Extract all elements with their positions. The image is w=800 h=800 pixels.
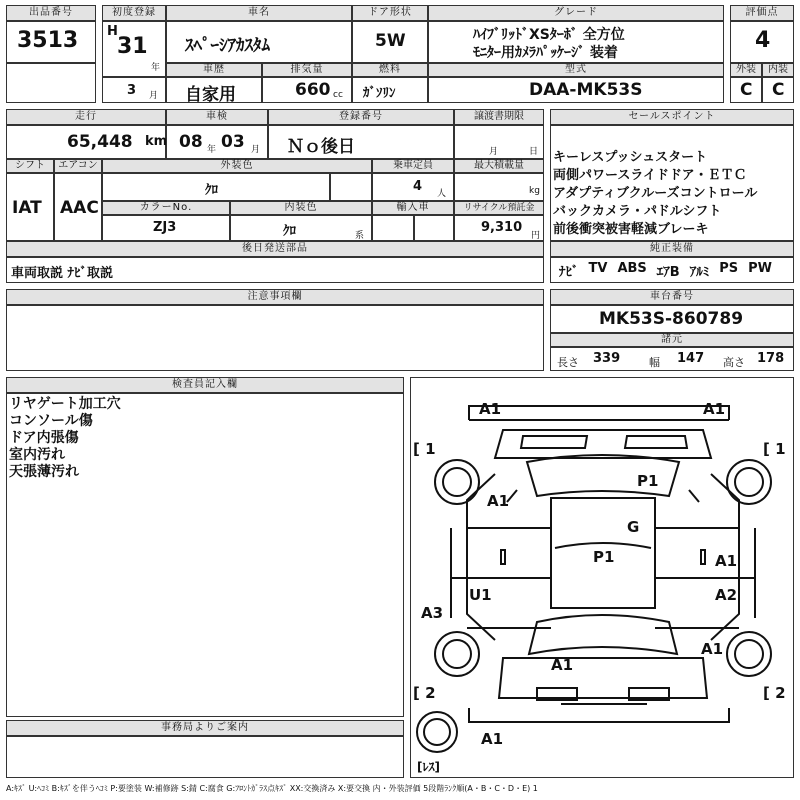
grade-cell [428, 21, 724, 63]
damage-mark: P1 [593, 548, 615, 566]
int-color-cell [230, 215, 372, 241]
history-value: 自家用 [185, 85, 236, 105]
fuel-header: 燃料 [352, 63, 428, 77]
std-equip-item: PS [719, 261, 739, 276]
side-label: [ﾚｽ] [417, 760, 440, 774]
sales-point-item: 両側パワースライドドア・ＥＴＣ [553, 168, 747, 183]
transfer-day-unit: 日 [529, 147, 539, 157]
aircon-cell [54, 173, 102, 241]
later-parts-cell [6, 257, 544, 283]
inspector-header: 検査員記入欄 [6, 377, 404, 393]
office-cell [6, 736, 404, 778]
office-header: 事務局よりご案内 [6, 720, 404, 736]
notes-header: 注意事項欄 [6, 289, 544, 305]
recycle-header: リサイクル預託金 [454, 201, 544, 215]
damage-diagram [410, 377, 794, 778]
shift-value: IAT [12, 198, 42, 218]
ext-header: 外装 [730, 63, 762, 77]
inspection-month-unit: 月 [251, 145, 261, 155]
sales-point-item: アダプティブクルーズコントロール [553, 186, 758, 201]
int-color-header: 内装色 [230, 201, 372, 215]
inspection-year-unit: 年 [207, 145, 217, 155]
transfer-cell [454, 125, 544, 159]
int-cell [762, 77, 794, 103]
first-reg-era: H [107, 24, 118, 39]
std-equip-item: ﾅﾋﾞ [559, 265, 579, 280]
sales-point-list [550, 125, 794, 241]
model-cell [428, 77, 724, 103]
later-parts-header: 後日発送部品 [6, 241, 544, 257]
inspection-year: 08 [179, 132, 203, 152]
recycle-unit: 円 [531, 231, 541, 241]
spec-height-value: 178 [757, 351, 785, 366]
mileage-header: 走行 [6, 109, 166, 125]
history-cell [166, 77, 262, 103]
max-load-unit: kg [529, 186, 540, 196]
spec-cell [550, 347, 794, 371]
sales-point-item: バックカメラ・パドルシフト [553, 204, 722, 219]
inspector-note: 室内汚れ [9, 447, 65, 463]
model-header: 型式 [428, 63, 724, 77]
capacity-header: 乗車定員 [372, 159, 454, 173]
aircon-header: エアコン [54, 159, 102, 173]
ext-cell [730, 77, 762, 103]
reg-no-cell [268, 125, 454, 159]
displacement-cell [262, 77, 352, 103]
int-color-unit: 系 [355, 231, 365, 241]
spec-width-label: 幅 [649, 356, 660, 369]
transfer-month-unit: 月 [489, 147, 499, 157]
capacity-unit: 人 [437, 189, 447, 199]
inspector-note: リヤゲート加工穴 [9, 396, 121, 412]
history-header: 車歴 [166, 63, 262, 77]
damage-mark: A1 [479, 400, 502, 418]
sales-point-item: 前後衝突被害軽減ブレーキ [553, 222, 709, 237]
score-header: 評価点 [730, 5, 794, 21]
std-equip-item: ABS [617, 261, 647, 276]
recycle-value: 9,310 [481, 220, 523, 235]
mileage-unit: km [145, 134, 168, 149]
car-name-value: ｽﾍﾟｰｼｱｶｽﾀﾑ [185, 36, 270, 56]
grade-line-1: ﾊｲﾌﾞﾘｯﾄﾞXSﾀｰﾎﾞ 全方位 [473, 27, 625, 43]
notes-cell [6, 305, 544, 371]
max-load-header: 最大積載量 [454, 159, 544, 173]
sales-point-item: キーレスプッシュスタート [553, 150, 708, 165]
capacity-value: 4 [413, 179, 423, 194]
first-reg-month-unit: 月 [149, 91, 159, 101]
spec-length-value: 339 [593, 351, 621, 366]
std-equip-item: TV [588, 261, 608, 276]
max-load-cell [454, 173, 544, 201]
score-cell [730, 21, 794, 63]
side-label: [ 1 [763, 440, 786, 458]
side-label: [ 2 [763, 684, 786, 702]
damage-mark: A2 [715, 586, 738, 604]
inspector-note: 天張薄汚れ [9, 464, 79, 480]
grade-header: グレード [428, 5, 724, 21]
shift-header: シフト [6, 159, 54, 173]
displacement-header: 排気量 [262, 63, 352, 77]
later-parts-value: 車両取説 ﾅﾋﾞ取説 [11, 266, 114, 281]
shift-cell [6, 173, 54, 241]
model-value: DAA-MK53S [529, 80, 643, 100]
damage-mark: G [627, 518, 640, 536]
capacity-cell [372, 173, 454, 201]
std-equip-item: ｱﾙﾐ [689, 265, 710, 280]
inspection-header: 車検 [166, 109, 268, 125]
mileage-cell [6, 125, 166, 159]
car-name-cell [166, 21, 352, 63]
fuel-cell [352, 77, 428, 103]
std-equip-header: 純正装備 [550, 241, 794, 257]
damage-mark: A1 [703, 400, 726, 418]
inspection-month: 03 [221, 132, 245, 152]
color-value: ｸﾛ [205, 183, 218, 198]
reg-no-value: Ｎｏ後日 [287, 137, 355, 157]
color-no-cell [102, 215, 230, 241]
chassis-cell [550, 305, 794, 333]
first-reg-year: 31 [117, 34, 148, 59]
spec-header: 諸元 [550, 333, 794, 347]
import-header: 輸入車 [372, 201, 454, 215]
door-cell [352, 21, 428, 63]
displacement-value: 660 [295, 80, 331, 100]
transfer-header: 譲渡書期限 [454, 109, 544, 125]
spec-width-value: 147 [677, 351, 705, 366]
damage-mark: P1 [637, 472, 659, 490]
car-name-header: 車名 [166, 5, 352, 21]
color-extra-cell [330, 173, 372, 201]
damage-mark: A1 [715, 552, 738, 570]
first-reg-month: 3 [127, 83, 137, 98]
damage-mark: A1 [481, 730, 504, 748]
aircon-value: AAC [60, 198, 99, 218]
first-reg-header: 初度登録 [102, 5, 166, 21]
color-header: 外装色 [102, 159, 372, 173]
legend-text: A:ｷｽﾞ U:ﾍｺﾐ B:ｷｽﾞを伴うﾍｺﾐ P:要塗装 W:補修跡 S:錆 C:腐食 G:ﾌﾛﾝﾄｶﾞﾗｽ点ｷｽﾞ XX:交換済み X:要交換 内・外装評価 5段階ﾗﾝｸ順(A・B・C・D・E) 1 [6, 784, 538, 793]
int-color-value: ｸﾛ [283, 224, 296, 239]
chassis-value: MK53S-860789 [599, 309, 744, 329]
first-reg-year-unit: 年 [151, 63, 161, 73]
car-outline [411, 378, 795, 779]
side-label: [ 1 [413, 440, 436, 458]
import-cell-left [372, 215, 414, 241]
std-equip-cell [550, 257, 794, 283]
side-label: [ 2 [413, 684, 436, 702]
spec-length-label: 長さ [557, 356, 579, 369]
damage-mark: A3 [421, 604, 444, 622]
inspection-cell [166, 125, 268, 159]
lot-no-header: 出品番号 [6, 5, 96, 21]
chassis-header: 車台番号 [550, 289, 794, 305]
damage-mark: A1 [701, 640, 724, 658]
door-header: ドア形状 [352, 5, 428, 21]
damage-mark: A1 [551, 656, 574, 674]
int-score-value: C [772, 80, 785, 100]
std-equip-item: ｴｱB [656, 265, 680, 280]
mileage-value: 65,448 [67, 132, 133, 152]
first-reg-cell [102, 21, 166, 77]
ext-score-value: C [740, 80, 753, 100]
fuel-value: ｶﾞｿﾘﾝ [363, 86, 396, 101]
color-no-header: カラーNo. [102, 201, 230, 215]
grade-line-2: ﾓﾆﾀｰ用ｶﾒﾗﾊﾟｯｹｰｼﾞ 装着 [473, 45, 618, 61]
lot-no-cell [6, 21, 96, 63]
color-no-value: ZJ3 [153, 220, 177, 235]
lot-no-value: 3513 [17, 28, 79, 53]
displacement-unit: cc [333, 90, 343, 100]
inspector-note: コンソール傷 [9, 413, 93, 429]
sales-point-header: セールスポイント [550, 109, 794, 125]
damage-mark: A1 [487, 492, 510, 510]
first-reg-month-cell [102, 77, 166, 103]
import-cell-right [414, 215, 454, 241]
color-cell [102, 173, 330, 201]
int-header: 内装 [762, 63, 794, 77]
spec-height-label: 高さ [723, 356, 745, 369]
damage-mark: U1 [469, 586, 492, 604]
lot-no-blank [6, 63, 96, 103]
recycle-cell [454, 215, 544, 241]
inspector-note: ドア内張傷 [9, 430, 79, 446]
std-equip-item: PW [748, 261, 772, 276]
reg-no-header: 登録番号 [268, 109, 454, 125]
score-value: 4 [755, 28, 771, 53]
inspector-notes [6, 393, 404, 717]
door-value: 5W [375, 31, 406, 51]
